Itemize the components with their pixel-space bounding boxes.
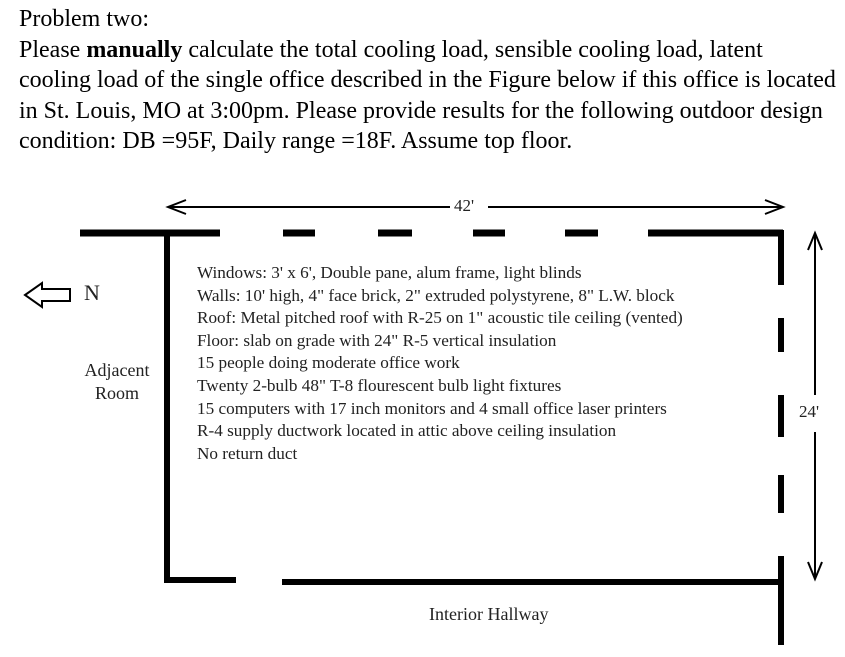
spec-equipment: 15 computers with 17 inch monitors and 4 small office laser printers	[197, 398, 667, 418]
office-specifications	[197, 262, 683, 465]
spec-return-duct: No return duct	[197, 443, 298, 463]
adjacent-room-label	[76, 359, 158, 405]
problem-text-rest: calculate the total cooling load, sensible cooling load, latent cooling load of the single office described in the Figure below if this office is located in St. Louis, MO at 3:00pm. Please provide results for the following outdoor design condition: DB =95F, Daily range =18F. Assume top floor.	[19, 36, 836, 154]
adjacent-room-line1: Adjacent	[84, 360, 150, 380]
spec-windows: Windows: 3' x 6', Double pane, alum frame, light blinds	[197, 263, 582, 282]
depth-dimension-label: 24'	[799, 402, 820, 421]
adjacent-room-line2: Room	[94, 383, 139, 403]
spec-roof: Roof: Metal pitched roof with R-25 on 1" acoustic tile ceiling (vented)	[197, 308, 683, 328]
spec-supply-duct: R-4 supply ductwork located in attic above ceiling insulation	[197, 421, 617, 441]
problem-bold-word: manually	[86, 36, 183, 63]
width-dimension-label: 42'	[450, 196, 478, 216]
spec-floor: Floor: slab on grade with 24" R-5 vertical insulation	[197, 330, 557, 350]
problem-heading: Problem two:	[19, 6, 149, 32]
spec-lighting: Twenty 2-bulb 48" T-8 flourescent bulb light fixtures	[197, 375, 562, 395]
spec-people: 15 people doing moderate office work	[197, 353, 460, 373]
hallway-label: Interior Hallway	[429, 604, 549, 624]
problem-text-start: Please	[19, 36, 87, 63]
spec-walls: Walls: 10' high, 4" face brick, 2" extruded polystyrene, 8" L.W. block	[197, 285, 675, 305]
north-arrow-icon	[25, 283, 70, 307]
north-label: N	[84, 280, 100, 305]
